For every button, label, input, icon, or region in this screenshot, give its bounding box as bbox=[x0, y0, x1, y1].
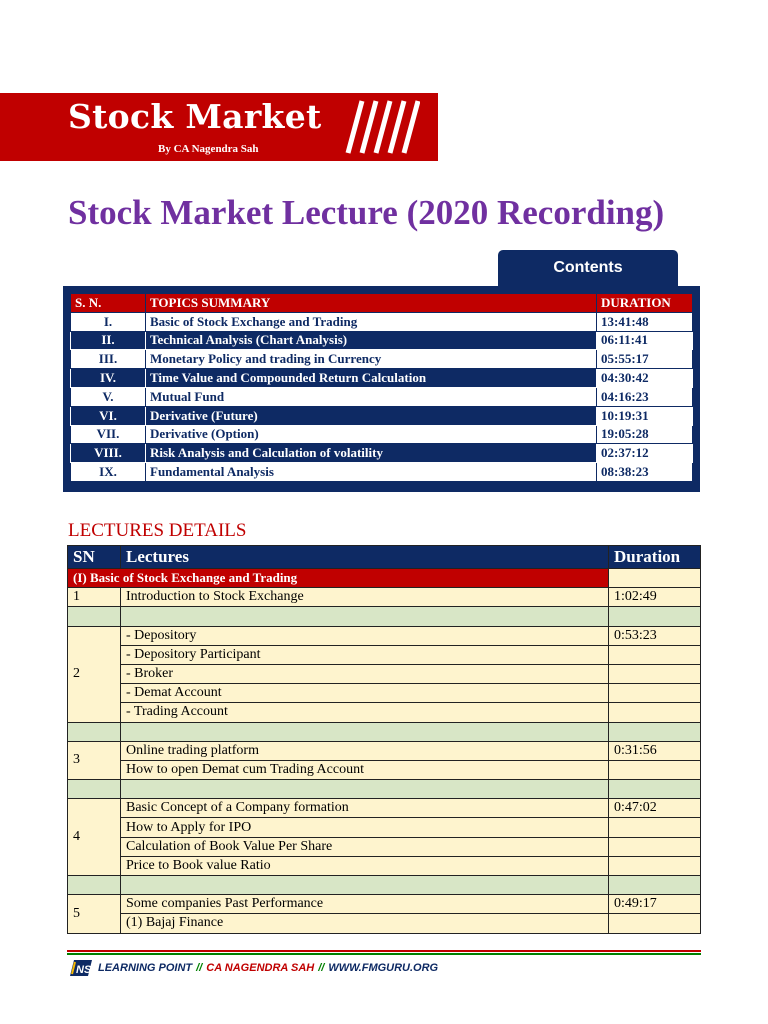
summary-topic: Derivative (Option) bbox=[146, 425, 597, 444]
summary-duration: 08:38:23 bbox=[597, 463, 693, 482]
summary-duration: 10:19:31 bbox=[597, 406, 693, 425]
lecture-sn: 1 bbox=[68, 588, 121, 607]
summary-sn: VIII. bbox=[71, 444, 146, 463]
summary-row bbox=[71, 425, 693, 444]
lectures-heading: LECTURES DETAILS bbox=[68, 520, 247, 541]
section-title: (I) Basic of Stock Exchange and Trading bbox=[68, 569, 609, 588]
summary-sn: V. bbox=[71, 387, 146, 406]
table-row bbox=[68, 703, 701, 722]
stripes-decoration bbox=[340, 99, 420, 155]
lectures-header-lectures: Lectures bbox=[121, 546, 609, 569]
contents-tab: Contents bbox=[498, 250, 678, 288]
lectures-table bbox=[67, 545, 701, 934]
footer-separator-1: // bbox=[196, 962, 203, 974]
lectures-header-row bbox=[68, 546, 701, 569]
lecture-duration bbox=[609, 914, 701, 933]
lecture-title: How to Apply for IPO bbox=[121, 818, 609, 837]
summary-duration: 04:30:42 bbox=[597, 369, 693, 388]
summary-header-topic: TOPICS SUMMARY bbox=[146, 294, 597, 313]
table-row bbox=[68, 626, 701, 645]
spacer-cell bbox=[121, 780, 609, 799]
spacer-cell bbox=[609, 780, 701, 799]
summary-header-sn: S. N. bbox=[71, 294, 146, 313]
table-row bbox=[68, 664, 701, 683]
spacer-cell bbox=[68, 876, 121, 895]
spacer-cell bbox=[121, 876, 609, 895]
table-row bbox=[68, 645, 701, 664]
spacer-row bbox=[68, 722, 701, 741]
summary-duration: 06:11:41 bbox=[597, 331, 693, 350]
summary-topic: Basic of Stock Exchange and Trading bbox=[146, 312, 597, 331]
footer-divider-green bbox=[67, 953, 701, 955]
summary-duration: 02:37:12 bbox=[597, 444, 693, 463]
footer bbox=[68, 958, 438, 978]
lecture-duration bbox=[609, 684, 701, 703]
table-row bbox=[68, 760, 701, 779]
lecture-duration bbox=[609, 856, 701, 875]
footer-divider-red bbox=[67, 950, 701, 952]
lecture-duration bbox=[609, 818, 701, 837]
section-duration-empty bbox=[609, 569, 701, 588]
spacer-cell bbox=[68, 722, 121, 741]
lecture-sn: 2 bbox=[68, 626, 121, 722]
table-row bbox=[68, 588, 701, 607]
summary-duration: 04:16:23 bbox=[597, 387, 693, 406]
lecture-duration: 0:47:02 bbox=[609, 799, 701, 818]
summary-table bbox=[70, 293, 693, 482]
table-row bbox=[68, 741, 701, 760]
summary-sn: I. bbox=[71, 312, 146, 331]
lecture-duration bbox=[609, 837, 701, 856]
lecture-title: - Demat Account bbox=[121, 684, 609, 703]
summary-topic: Derivative (Future) bbox=[146, 406, 597, 425]
spacer-cell bbox=[68, 780, 121, 799]
lecture-title: (1) Bajaj Finance bbox=[121, 914, 609, 933]
spacer-cell bbox=[609, 722, 701, 741]
svg-text:NS: NS bbox=[76, 964, 92, 976]
spacer-cell bbox=[609, 876, 701, 895]
table-row bbox=[68, 914, 701, 933]
summary-sn: III. bbox=[71, 350, 146, 369]
summary-duration: 05:55:17 bbox=[597, 350, 693, 369]
summary-sn: II. bbox=[71, 331, 146, 350]
table-row bbox=[68, 837, 701, 856]
summary-row bbox=[71, 387, 693, 406]
lecture-duration: 1:02:49 bbox=[609, 588, 701, 607]
table-row bbox=[68, 799, 701, 818]
summary-panel bbox=[63, 286, 700, 492]
summary-topic: Risk Analysis and Calculation of volatility bbox=[146, 444, 597, 463]
summary-topic: Technical Analysis (Chart Analysis) bbox=[146, 331, 597, 350]
summary-sn: IV. bbox=[71, 369, 146, 388]
lecture-duration bbox=[609, 664, 701, 683]
document-title: Stock Market Lecture (2020 Recording) bbox=[68, 193, 665, 232]
lecture-title: - Depository bbox=[121, 626, 609, 645]
summary-row bbox=[71, 350, 693, 369]
summary-row bbox=[71, 463, 693, 482]
header-banner bbox=[0, 93, 438, 161]
summary-topic: Mutual Fund bbox=[146, 387, 597, 406]
lectures-header-duration: Duration bbox=[609, 546, 701, 569]
table-row bbox=[68, 684, 701, 703]
summary-row bbox=[71, 331, 693, 350]
spacer-row bbox=[68, 607, 701, 626]
lectures-body bbox=[68, 569, 701, 934]
lecture-title: Some companies Past Performance bbox=[121, 895, 609, 914]
summary-header-duration: DURATION bbox=[597, 294, 693, 313]
lecture-title: Online trading platform bbox=[121, 741, 609, 760]
lecture-title: Calculation of Book Value Per Share bbox=[121, 837, 609, 856]
footer-brand: LEARNING POINT bbox=[98, 962, 193, 974]
summary-header-row bbox=[71, 294, 693, 313]
summary-row bbox=[71, 312, 693, 331]
lecture-title: - Broker bbox=[121, 664, 609, 683]
spacer-cell bbox=[68, 607, 121, 626]
lecture-duration bbox=[609, 645, 701, 664]
lecture-duration: 0:49:17 bbox=[609, 895, 701, 914]
banner-title: Stock Market bbox=[68, 97, 322, 136]
lecture-sn: 5 bbox=[68, 895, 121, 933]
summary-topic: Monetary Policy and trading in Currency bbox=[146, 350, 597, 369]
lecture-title: Price to Book value Ratio bbox=[121, 856, 609, 875]
lecture-title: How to open Demat cum Trading Account bbox=[121, 760, 609, 779]
summary-sn: VII. bbox=[71, 425, 146, 444]
summary-sn: VI. bbox=[71, 406, 146, 425]
summary-topic: Fundamental Analysis bbox=[146, 463, 597, 482]
lecture-title: Introduction to Stock Exchange bbox=[121, 588, 609, 607]
summary-duration: 13:41:48 bbox=[597, 312, 693, 331]
ns-logo-icon bbox=[68, 958, 94, 978]
summary-duration: 19:05:28 bbox=[597, 425, 693, 444]
lecture-duration: 0:53:23 bbox=[609, 626, 701, 645]
lectures-header-sn: SN bbox=[68, 546, 121, 569]
spacer-row bbox=[68, 876, 701, 895]
footer-website: WWW.FMGURU.ORG bbox=[328, 962, 439, 974]
table-row bbox=[68, 895, 701, 914]
summary-body bbox=[71, 312, 693, 481]
spacer-cell bbox=[609, 607, 701, 626]
lecture-duration bbox=[609, 760, 701, 779]
spacer-row bbox=[68, 780, 701, 799]
lecture-sn: 3 bbox=[68, 741, 121, 779]
lecture-title: - Trading Account bbox=[121, 703, 609, 722]
footer-author: CA NAGENDRA SAH bbox=[206, 962, 315, 974]
lecture-duration: 0:31:56 bbox=[609, 741, 701, 760]
lecture-title: Basic Concept of a Company formation bbox=[121, 799, 609, 818]
banner-subtitle: By CA Nagendra Sah bbox=[158, 143, 259, 155]
table-row bbox=[68, 856, 701, 875]
lecture-sn: 4 bbox=[68, 799, 121, 876]
summary-row bbox=[71, 406, 693, 425]
summary-topic: Time Value and Compounded Return Calculation bbox=[146, 369, 597, 388]
lecture-title: - Depository Participant bbox=[121, 645, 609, 664]
lecture-duration bbox=[609, 703, 701, 722]
footer-separator-2: // bbox=[318, 962, 325, 974]
summary-row bbox=[71, 444, 693, 463]
spacer-cell bbox=[121, 722, 609, 741]
table-row bbox=[68, 818, 701, 837]
summary-row bbox=[71, 369, 693, 388]
summary-sn: IX. bbox=[71, 463, 146, 482]
section-row bbox=[68, 569, 701, 588]
spacer-cell bbox=[121, 607, 609, 626]
